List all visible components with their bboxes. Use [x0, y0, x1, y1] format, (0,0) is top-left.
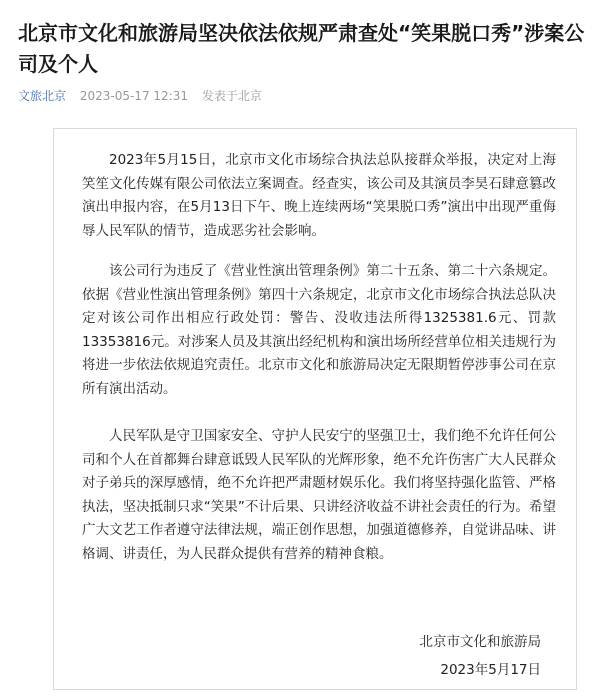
- notice-paragraph-2: 该公司行为违反了《营业性演出管理条例》第二十五条、第二十六条规定。依据《营业性演出管理条例》第四十六条规定，北京市文化市场综合执法总队决定对该公司作出相应行政处罚：警告、没收违法所得1325381.6元、罚款13353816元。对涉案人员及其演出经纪机构和演出场所经营单位相关违规行为将进一步依法依规追究责任。北京市文化和旅游局决定无限期暂停涉事公司在京所有演出活动。: [82, 263, 556, 397]
- signature-date: 2023年5月17日: [440, 662, 541, 678]
- publish-time: 2023-05-17 12:31: [79, 89, 188, 103]
- article-title: 北京市文化和旅游局坚决依法依规严肃查处“笑果脱口秀”涉案公司及个人: [18, 21, 585, 76]
- notice-paragraph-3: 人民军队是守卫国家安全、守护人民安宁的坚强卫士，我们绝不允许任何公司和个人在首都舞台肆意诋毁人民军队的光辉形象，绝不允许伤害广大人民群众对子弟兵的深厚感情，绝不允许把严肃题材娱乐化。我们将坚持强化监管、严格执法，坚决抵制只求“笑果”不计后果、只讲经济收益不讲社会责任的行为。希望广大文艺工作者遵守法律法规，端正创作思想，加强道德修养，自觉讲品味、讲格调、讲责任，为人民群众提供有营养的精神食粮。: [82, 428, 556, 562]
- signature-organization: 北京市文化和旅游局: [419, 634, 541, 650]
- source-account-link[interactable]: 文旅北京: [18, 89, 67, 103]
- article-meta: [18, 88, 262, 104]
- publish-location: 发表于北京: [201, 89, 262, 103]
- notice-paragraph-1: 2023年5月15日，北京市文化市场综合执法总队接群众举报，决定对上海笑笙文化传媒有限公司依法立案调查。经查实，该公司及其演员李昊石肆意篡改演出申报内容，在5月13日下午、晚上连续两场“笑果脱口秀”演出中出现严重侮辱人民军队的情节，造成恶劣社会影响。: [82, 152, 556, 239]
